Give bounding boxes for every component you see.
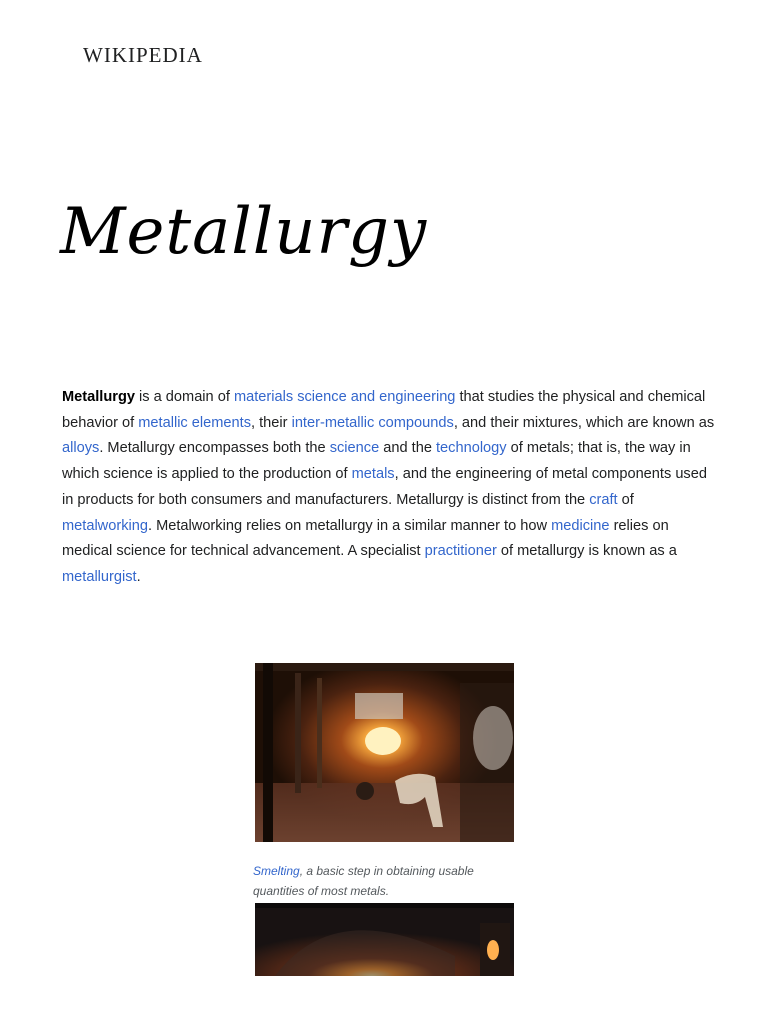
paragraph-text: , and the engineering of metal components used in products for both consumers and manufacturers. Metallurgy is distinct from the (62, 466, 707, 508)
article-link-metalworking[interactable]: metalworking (62, 517, 148, 534)
paragraph-text: is a domain of (134, 389, 234, 405)
furnace-photo (255, 903, 514, 976)
caption-link-smelting[interactable]: Smelting (253, 864, 300, 878)
paragraph-text: of metals; that is, the way in which science is applied to the production of (62, 440, 691, 483)
bold-term: Metallurgy (62, 389, 135, 405)
lead-paragraph (62, 385, 722, 591)
article-link-materials-science-and-engineering[interactable]: materials science and engineering (233, 389, 456, 405)
article-link-metallurgist[interactable]: metallurgist (62, 568, 137, 585)
article-link-practitioner[interactable]: practitioner (424, 543, 497, 560)
paragraph-text: of (617, 491, 634, 508)
furnace-image[interactable] (255, 903, 514, 976)
paragraph-text: and the (379, 440, 436, 457)
smelting-image[interactable] (255, 663, 514, 842)
paragraph-text: that studies the physical and chemical behavior of (62, 389, 706, 431)
article-link-craft[interactable]: craft (589, 491, 618, 508)
figure-caption (253, 862, 523, 901)
page-title: Metallurgy (60, 195, 428, 269)
wikipedia-logo[interactable]: WIKIPEDIA (83, 43, 203, 67)
paragraph-text: , and their mixtures, which are known as (453, 414, 715, 431)
article-link-metals[interactable]: metals (351, 466, 395, 483)
article-link-metallic-elements[interactable]: metallic elements (138, 414, 252, 431)
paragraph-text: of metallurgy is known as a (496, 543, 677, 560)
article-link-medicine[interactable]: medicine (551, 517, 610, 534)
caption-text: , a basic step in obtaining usable quantities of most metals. (253, 864, 474, 898)
paragraph-text: . Metalworking relies on metallurgy in a similar manner to how (147, 517, 552, 534)
smelting-photo (255, 663, 514, 842)
article-link-technology[interactable]: technology (436, 440, 507, 457)
article-link-alloys[interactable]: alloys (62, 440, 100, 457)
paragraph-text: . Metallurgy encompasses both the (99, 440, 330, 457)
article-link-inter-metallic-compounds[interactable]: inter-metallic compounds (291, 414, 454, 431)
paragraph-text: . (136, 568, 141, 585)
article-link-science[interactable]: science (329, 440, 380, 457)
paragraph-text: relies on medical science for technical advancement. A specialist (62, 517, 669, 560)
paragraph-text: , their (251, 414, 292, 431)
